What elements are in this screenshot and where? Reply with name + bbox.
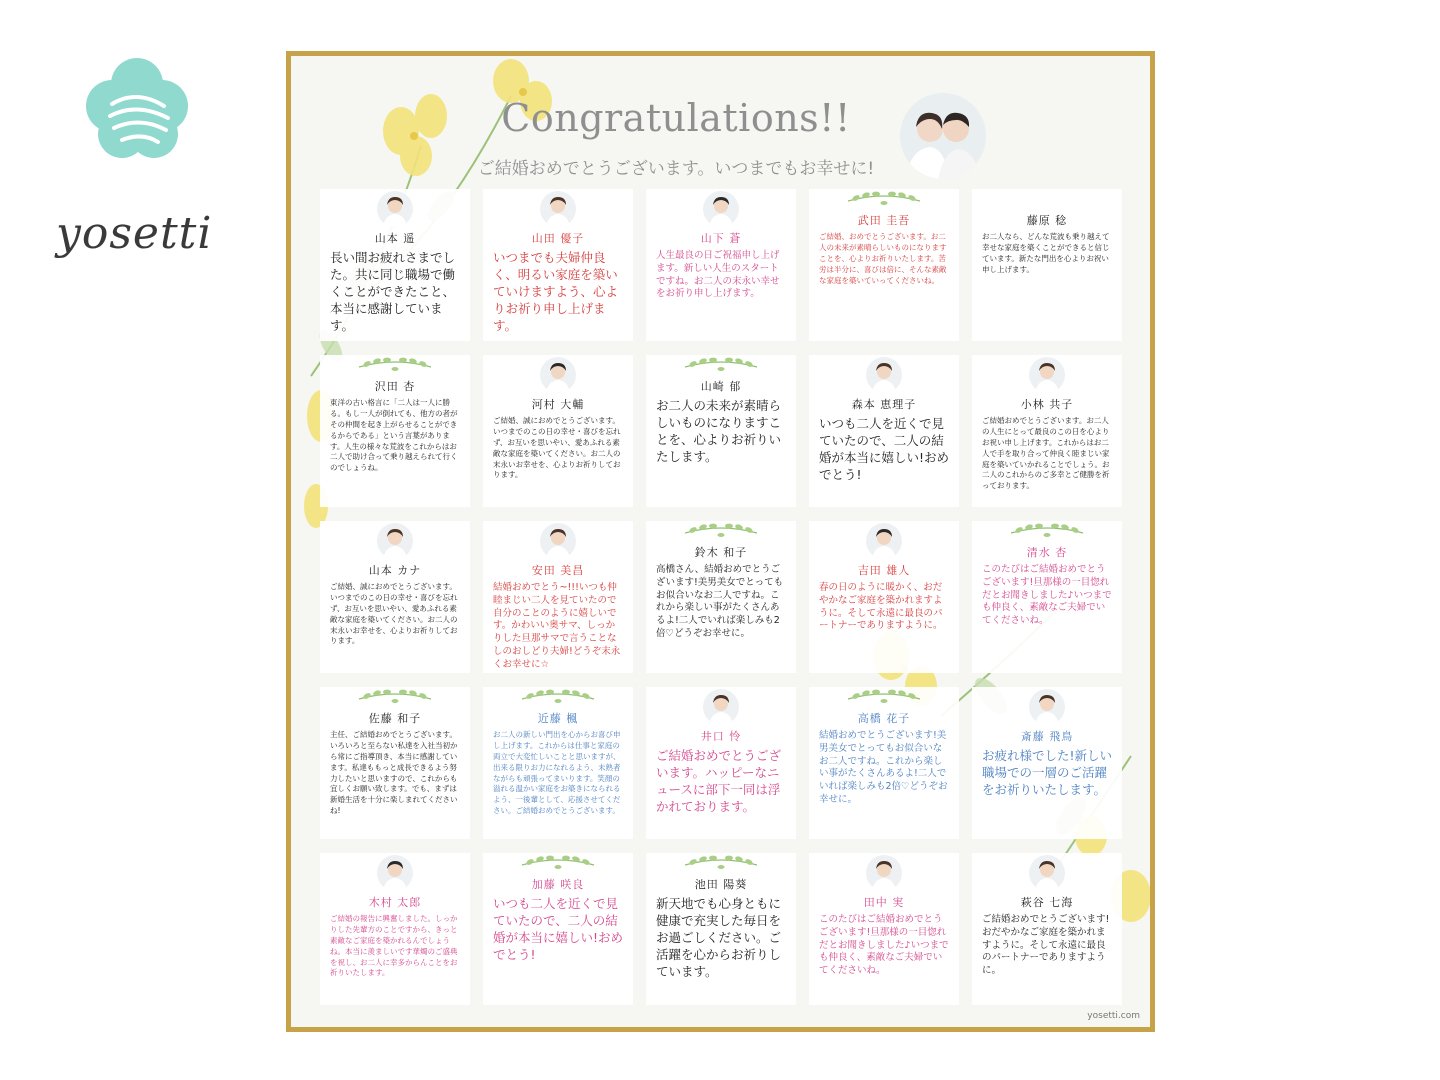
avatar-man-icon — [377, 855, 413, 891]
card-message: このたびはご結婚おめでとうございます!旦那様の一目惚れだとお聞きしました♪いつまでも仲良く、素敵なご夫婦でいてくださいね。 — [982, 564, 1112, 627]
leaf-garland-icon — [844, 189, 924, 209]
message-card — [483, 189, 633, 341]
avatar-woman-icon — [703, 689, 739, 725]
avatar-woman-icon — [1029, 357, 1065, 393]
leaf-garland-icon — [1007, 521, 1087, 541]
card-message: 春の日のように暖かく、おだやかなご家庭を築かれますように。そして永遠に最良のパートナーでありますように。 — [819, 582, 943, 632]
card-sender-name: 沢田 杏 — [374, 380, 416, 393]
leaf-garland-icon — [518, 853, 598, 873]
card-sender-name: 佐藤 和子 — [368, 712, 422, 725]
card-message: お二人なら、どんな荒波も乗り越えて幸せな家庭を築くことができると信じています。新たな門出を心よりお祝い申し上げます。 — [982, 232, 1110, 274]
message-card — [320, 355, 470, 507]
card-message: ご結婚おめでとうございます。ハッピーなニュースに部下一同は浮かれております。 — [656, 748, 782, 814]
message-card — [320, 853, 470, 1005]
card-spacer — [982, 189, 1112, 209]
avatar-woman-icon — [377, 191, 413, 227]
message-card — [972, 853, 1122, 1005]
avatar-man-icon — [540, 357, 576, 393]
card-sender-name: 斎藤 飛鳥 — [1020, 730, 1074, 743]
message-card — [972, 521, 1122, 673]
board-footer: yosetti.com — [1087, 1011, 1140, 1021]
message-card — [483, 853, 633, 1005]
card-sender-name: 森本 恵理子 — [851, 398, 917, 411]
message-card — [646, 687, 796, 839]
message-card — [483, 355, 633, 507]
leaf-garland-icon — [681, 853, 761, 873]
card-message: ご結婚おめでとうございます!おだやかなご家庭を築かれますように。そして永遠に最良のパートナーでありますように。 — [982, 914, 1110, 977]
message-card — [646, 189, 796, 341]
avatar-woman-icon — [866, 357, 902, 393]
card-message: 高橋さん、結婚おめでとうございます!美男美女でとってもお似合いなお二人ですね。これから楽しい事がたくさんあるよ!二人でいれば楽しみも2倍♡どうぞお幸せに。 — [656, 564, 784, 640]
brand-logo — [52, 48, 222, 259]
avatar-woman-icon — [377, 523, 413, 559]
card-sender-name: 加藤 咲良 — [531, 878, 585, 891]
yosetti-flower-icon — [82, 54, 192, 164]
message-card — [646, 355, 796, 507]
message-card-grid — [320, 189, 1128, 1009]
leaf-garland-icon — [681, 521, 761, 541]
leaf-garland-icon — [355, 355, 435, 375]
card-message: いつも二人を近くで見ていたので、二人の結婚が本当に嬉しい!おめでとう! — [819, 416, 950, 482]
card-message: 新天地でも心身ともに健康で充実した毎日をお過ごしください。ご活躍を心からお祈りしています。 — [656, 896, 782, 979]
leaf-garland-icon — [355, 687, 435, 707]
card-message: 主任、ご結婚おめでとうございます。いろいろと至らない私達を入社当初から常にご指導頂き、本当に感謝しています。私達ももっと成長できるよう努力したいと思いますので、これからも宜しくお願い致します。でも、まずは新婚生活を十分に楽しまれてくださいね! — [330, 730, 458, 816]
avatar-woman-icon — [1029, 855, 1065, 891]
card-sender-name: 小林 共子 — [1020, 398, 1074, 411]
message-board — [286, 51, 1155, 1032]
message-card — [320, 687, 470, 839]
card-sender-name: 山下 蒼 — [700, 232, 742, 245]
card-sender-name: 山本 カナ — [368, 564, 422, 577]
message-card — [809, 853, 959, 1005]
message-card — [972, 189, 1122, 341]
card-sender-name: 池田 陽葵 — [694, 878, 748, 891]
card-sender-name: 吉田 雄人 — [857, 564, 911, 577]
card-message: お疲れ様でした!新しい職場での一層のご活躍をお祈りいたします。 — [982, 748, 1113, 797]
card-message: 結婚おめでとうございます!美男美女でとってもお似合いなお二人ですね。これから楽しい事がたくさんあるよ!二人でいれば楽しみも2倍♡どうぞお幸せに。 — [819, 730, 948, 806]
avatar-woman-icon — [1029, 689, 1065, 725]
message-card — [809, 521, 959, 673]
card-sender-name: 河村 大輔 — [531, 398, 585, 411]
card-sender-name: 近藤 楓 — [537, 712, 579, 725]
couple-avatar-icon — [900, 93, 986, 179]
card-sender-name: 清水 杏 — [1026, 546, 1068, 559]
leaf-garland-icon — [844, 687, 924, 707]
card-sender-name: 井口 怜 — [700, 730, 742, 743]
card-sender-name: 木村 太郎 — [368, 896, 422, 909]
leaf-garland-icon — [681, 355, 761, 375]
card-message: ご結婚、誠におめでとうございます。いつまでのこの日の幸せ・喜びを忘れず、お互いを思いやい、愛あふれる素敵な家庭を築いてください。お二人の末永いお幸せを、心よりお祈りしております。 — [493, 416, 621, 480]
card-message: お二人の未来が素晴らしいものになりますことを、心よりお祈りいたします。 — [656, 398, 782, 464]
card-sender-name: 安田 美昌 — [531, 564, 585, 577]
couple-photo — [900, 93, 986, 179]
message-card — [483, 521, 633, 673]
card-message: お二人の新しい門出を心からお喜び申し上げます。これからは仕事と家庭の両立で大変忙しいことと思いますが、出来る限りお力になれるよう、未熟者ながらも頑張ってまいります。笑顔の溢れる温かい家庭をお築きになられるよう、一後輩として、応援させてください。ご結婚おめでとうございます。 — [493, 730, 621, 816]
leaf-garland-icon — [518, 687, 598, 707]
message-card — [320, 189, 470, 341]
card-message: 東洋の古い格言に「二人は一人に勝る。もし一人が倒れても、他方の者がその仲間を起き上がらせることができるからである」という言葉があります。人生の様々な荒波をこれからはお二人で助け合って乗り越えられて行くのでしょうね。 — [330, 398, 458, 473]
card-sender-name: 萩谷 七海 — [1020, 896, 1074, 909]
avatar-woman-icon — [540, 523, 576, 559]
board-title: Congratulations!! — [501, 96, 851, 140]
message-card — [809, 355, 959, 507]
board-subtitle: ご結婚おめでとうございます。いつまでもお幸せに! — [477, 159, 875, 179]
card-sender-name: 鈴木 和子 — [694, 546, 748, 559]
message-card — [809, 189, 959, 341]
card-sender-name: 高橋 花子 — [857, 712, 911, 725]
card-message: いつも二人を近くで見ていたので、二人の結婚が本当に嬉しい!おめでとう! — [493, 896, 624, 962]
card-message: ご結婚の報告に興奮しました。しっかりした先輩方のことですから、きっと素敵なご家庭を築かれるんでしょうね。本当に羨ましいです華燭のご盛典を祝し、お二人に幸多からんことをお祈りいたします。 — [330, 914, 458, 978]
card-message: 結婚おめでとう~!!!いつも仲睦まじい二人を見ていたので自分のことのように嬉しいです。かわいい奥サマ、しっかりした旦那サマで言うことなしのおしどり夫婦!どうぞ末永くお幸せに☆ — [493, 582, 621, 670]
card-message: ご結婚、おめでとうございます。お二人の未来が素晴らしいものになりますことを、心よりお祈りいたします。苦労は半分に、喜びは倍に、そんな素敵な家庭を築いていってくださいね。 — [819, 232, 947, 285]
message-card — [646, 853, 796, 1005]
card-sender-name: 藤原 稔 — [1026, 214, 1068, 227]
card-sender-name: 田中 実 — [863, 896, 905, 909]
card-sender-name: 山崎 郁 — [700, 380, 742, 393]
card-sender-name: 山本 遥 — [374, 232, 416, 245]
message-card — [972, 355, 1122, 507]
avatar-woman-icon — [866, 855, 902, 891]
message-card — [320, 521, 470, 673]
message-card — [809, 687, 959, 839]
brand-name: yosetti — [56, 208, 213, 259]
message-card — [483, 687, 633, 839]
message-card — [646, 521, 796, 673]
card-message: 人生最良の日ご祝福申し上げます。新しい人生のスタートですね。お二人の末永い幸せをお祈り申し上げます。 — [656, 250, 780, 300]
card-message: ご結婚おめでとうございます。お二人の人生にとって最良のこの日を心よりお祝い申し上げます。これからはお二人で手を取り合って仲良く睦まじい家庭を築いていかれることでしょう。お二人のこれからのご多幸とご健勝を祈っております。 — [982, 416, 1110, 491]
avatar-man-icon — [703, 191, 739, 227]
card-sender-name: 山田 優子 — [531, 232, 585, 245]
card-message: このたびはご結婚おめでとうございます!旦那様の一目惚れだとお聞きしました♪いつまでも仲良く、素敵なご夫婦でいてくださいね。 — [819, 914, 949, 977]
message-card — [972, 687, 1122, 839]
card-sender-name: 武田 圭吾 — [857, 214, 911, 227]
card-message: ご結婚、誠におめでとうございます。いつまでのこの日の幸せ・喜びを忘れず、お互いを思いやい、愛あふれる素敵な家庭を築いてください。お二人の末永いお幸せを、心よりお祈りしております。 — [330, 582, 458, 646]
avatar-man-icon — [866, 523, 902, 559]
card-message: 長い間お疲れさまでした。共に同じ職場で働くことができたこと、本当に感謝しています。 — [330, 250, 456, 333]
avatar-woman-icon — [540, 191, 576, 227]
card-message: いつまでも夫婦仲良く、明るい家庭を築いていけますよう、心よりお祈り申し上げます。 — [493, 250, 619, 333]
